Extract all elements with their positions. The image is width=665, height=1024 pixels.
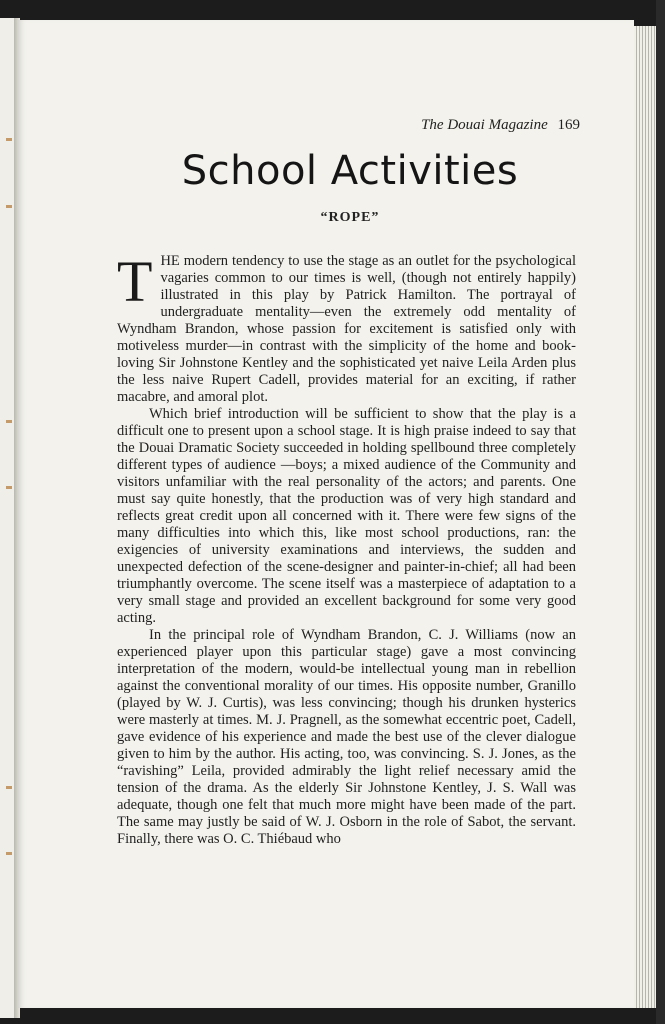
book-cover-edge [656, 0, 665, 1024]
section-title: School Activities [181, 148, 519, 194]
binding-stitch [6, 786, 12, 789]
binding-stitch [6, 486, 12, 489]
article-title: “ROPE” [320, 210, 380, 225]
paragraph-3: In the principal role of Wyndham Brandon, C. J. Williams (now an experienced player upon this particular stage) gave a most convincing interpretation of the modern, would-be intellectual young man in rebellion against the conventional morality of our times. His opposite number, Granillo (played by W. J. Curtis), was less convincing; though his drunken hysterics were masterly at times. M. J. Pragnell, as the somewhat eccentric poet, Cadell, gave evidence of his experience and made the best use of the clever dialogue given to him by the author. His acting, too, was convincing. S. J. Jones, as the “ravishing” Leila, provided admirably the light relief necessary amid the tension of the drama. As the elderly Sir Johnstone Kentley, J. S. Wall was adequate, though one felt that much more might have been made of the part. The same may justly be said of W. J. Osborn in the role of Sabot, the servant. Finally, there was O. C. Thiébaud who [117, 627, 576, 847]
magazine-name: The Douai Magazine [421, 117, 548, 133]
running-header [380, 117, 580, 134]
page-number: 169 [557, 117, 580, 133]
article-body [117, 249, 576, 848]
paragraph-1-text: HE modern tendency to use the stage as an outlet for the psychological vagaries common to our times is well, (though not entirely happily) illustrated in this play by Patrick Hamilton. The portrayal of undergraduate mentality—even the extremely odd mentality of Wyndham Brandon, whose passion for excitement is satisfied only with motiveless murder—in contrast with the simplicity of the home and book-loving Sir Johnstone Kentley and the sophisticated yet naive Leila Arden plus the less naive Rupert Cadell, provides material for an exciting, if rather macabre, and amoral plot. [117, 253, 576, 405]
page-stack-edges [634, 26, 656, 1008]
paragraph-1 [117, 249, 576, 406]
drop-cap: T [117, 249, 153, 314]
binding-stitch [6, 205, 12, 208]
paragraph-2: Which brief introduction will be sufficient to show that the play is a difficult one to present upon a school stage. It is high praise indeed to say that the Douai Dramatic Society succeeded in holding spellbound three completely different types of audience —boys; a mixed audience of the Community and visitors unfamiliar with the real personality of the actors; and parents. One must say quite honestly, that the production was of very high standard and reflects great credit upon all concerned with it. There were few signs of the many difficulties into which this, like most school productions, ran: the exigencies of university examinations and interviews, the sudden and unexpected defection of the scene-designer and painter-in-chief; all had been triumphantly overcome. The scene itself was a masterpiece of adaptation to a very small stage and provided an excellent background for some very good acting. [117, 406, 576, 626]
binding-stitch [6, 420, 12, 423]
binding-stitch [6, 852, 12, 855]
binding-stitch [6, 138, 12, 141]
